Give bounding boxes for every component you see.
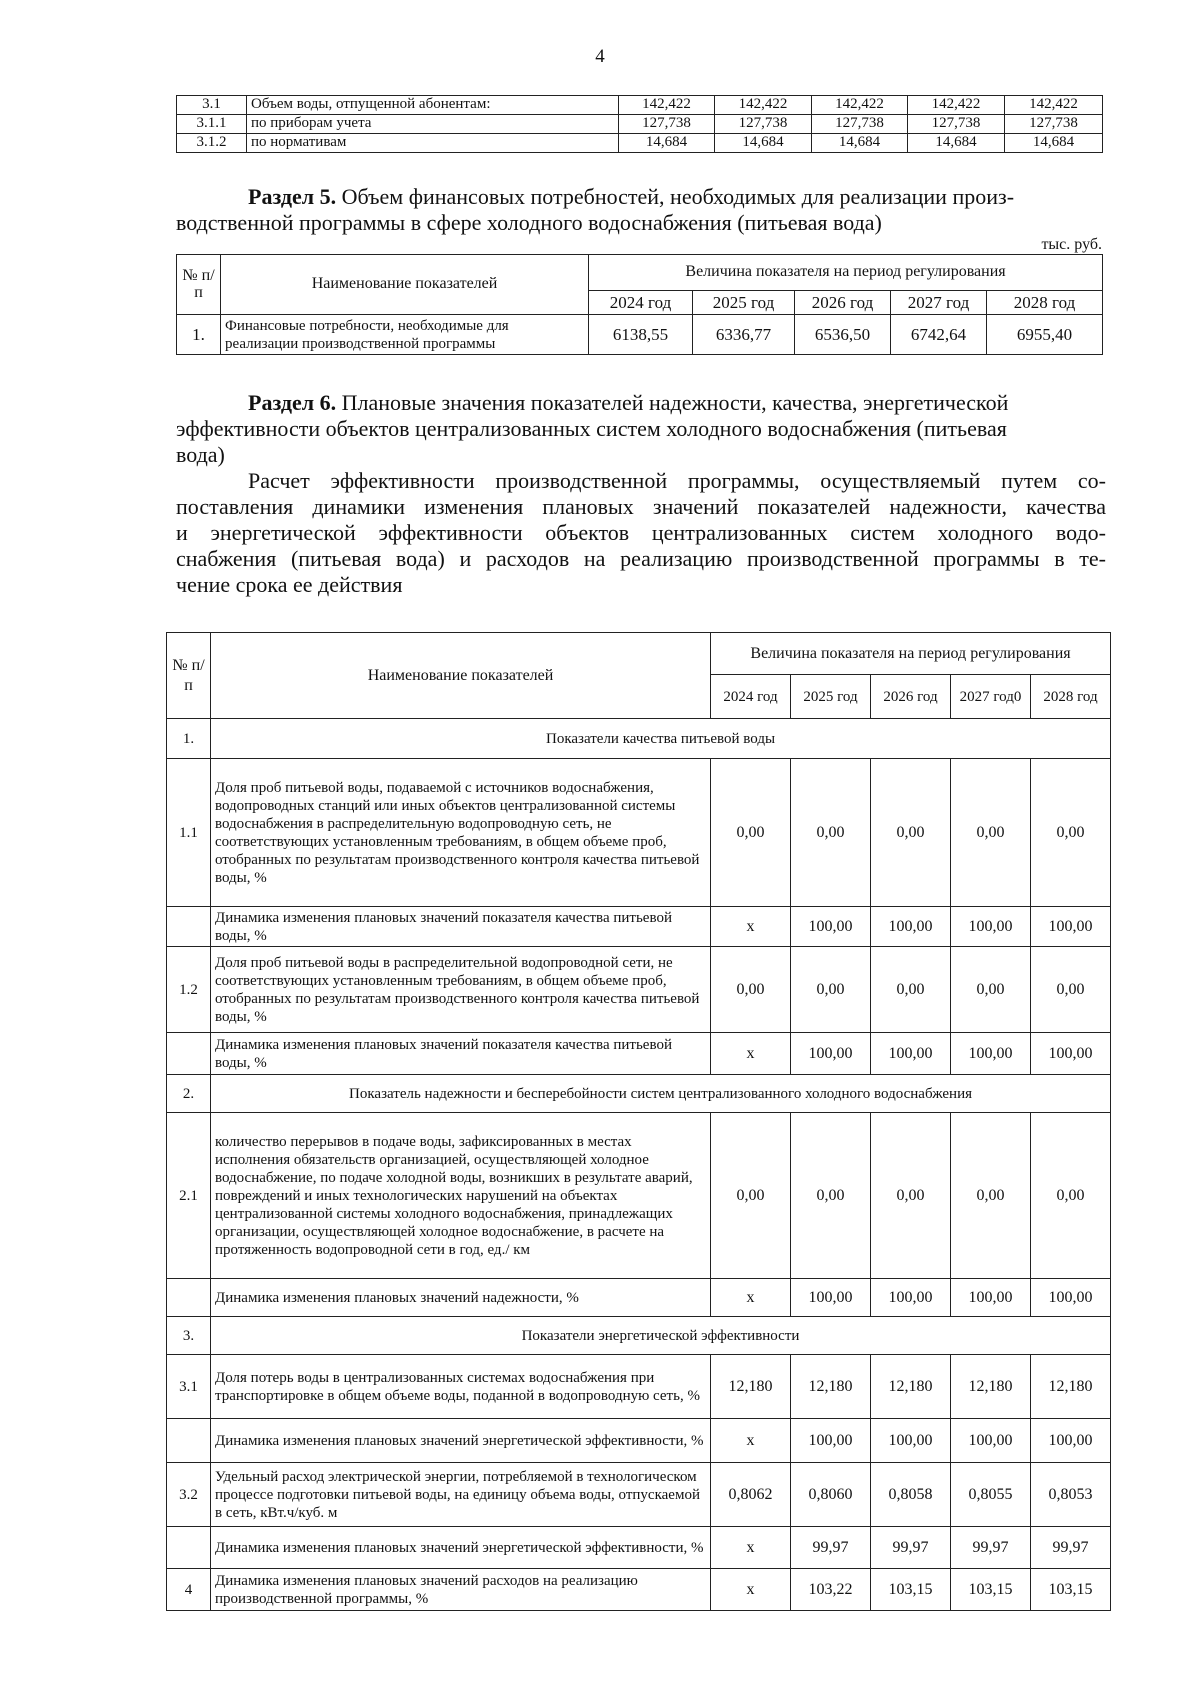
col-group-header: Величина показателя на период регулирования — [589, 255, 1103, 291]
section6-heading: Раздел 6. Плановые значения показателей надежности, качества, энергетической эффективности объектов централизованных систем холодного водоснабжения (питьевая вода) — [176, 390, 1009, 467]
table-row: 1. Показатели качества питьевой воды — [167, 719, 1111, 759]
col-group-header: Величина показателя на период регулирования — [711, 633, 1111, 675]
table-row: 3. Показатели энергетической эффективности — [167, 1317, 1111, 1355]
water-volume-table — [176, 95, 1103, 153]
col-name-header: Наименование показателей — [221, 255, 589, 315]
table-row: Динамика изменения плановых значений надежности, % x 100,00 100,00 100,00 100,00 — [167, 1279, 1111, 1317]
table-row: 3.1.1 по приборам учета 127,738 127,738 127,738 127,738 127,738 — [177, 115, 1103, 134]
table-row: 3.1 Доля потерь воды в централизованных системах водоснабжения при транспортировке в общем объеме воды, поданной в водопроводную сеть, % 12,180 12,180 12,180 12,180 12,180 — [167, 1355, 1111, 1419]
table-row: 1. Финансовые потребности, необходимые для реализации производственной программы 6138,55 6336,77 6536,50 6742,64 6955,40 — [177, 315, 1103, 355]
col-num-header: № п/ п — [167, 633, 211, 719]
financial-needs-table: № п/п Наименование показателей Величина показателя на период регулирования 2024 год 2025 год 2026 год 2027 год 2028 год 1. Финансовые потребности, необходимые для реализации производственной программы 6138,55 6336,77 6536,50 6742,64 6955,40 — [176, 254, 1103, 355]
col-name-header: Наименование показателей — [211, 633, 711, 719]
indicators-table: № п/ п Наименование показателей Величина показателя на период регулирования 2024 год 2025 год 2026 год 2027 год0 2028 год 1. Показатели качества питьевой воды 1.1 Доля проб питьевой воды, подаваемой с источников водоснабжения, водопроводных станций или иных объектов централизованной системы водоснабжения в распределительную водопроводную сеть, не соответствующих установленным требованиям, в общем объеме проб, отобранных по результатам производственного контроля качества питьевой воды, % 0,00 0,00 0,00 0,00 0,00 Динамика изменения плановых значений показателя качества питьевой воды, % x 100,00 100,00 100,00 100,00 1.2 Доля проб питьевой воды в распределительной водопроводной сети, не соответствующих установленным требованиям, в общем объеме проб, отобранных по результатам производственного контроля качества питьевой воды, % 0,00 0,00 0,00 0,00 0,00 Динамика изменения плановых значений показателя качества питьевой воды, % x 100,00 100,00 100,00 100,00 2. Показатель надежности и бесперебойности систем централизованного холодного водоснабжения 2.1 количество перерывов в подаче воды, зафиксированных в местах исполнения обязательств организацией, осуществляющей холодное водоснабжение, по подаче холодной воды, возникших в результате аварий, повреждений и иных технологических нарушений на объектах централизованной системы холодного водоснабжения, принадлежащих организации, осуществляющей холодное водоснабжение, в расчете на протяженность водопроводной сети в год, ед./ км 0,00 0,00 0,00 0,00 0,00 Динамика изменения плановых значений надежности, % x 100,00 100,00 100,00 100,00 3. Показатели энергетической эффективности 3.1 Доля потерь воды в централизованных системах водоснабжения при транспортировке в общем объеме воды, поданной в водопроводную сеть, % 12,180 12,180 12,180 12,180 12,180 Динамика изменения плановых значений энергетической эффективности, % x 100,00 100,00 100,00 100,00 3.2 Удельный расход электрической энергии, потребляемой в технологическом процессе подготовки питьевой воды, на единицу объема воды, отпускаемой в сеть, кВт.ч/куб. м 0,8062 0,8060 0,8058 0,8055 0,8053 Динамика изменения плановых значений энергетической эффективности, % x 99,97 99,97 99,97 99,97 4 Динамика изменения плановых значений расходов на реализацию производственной программы, % x 103,22 103,15 103,15 103,15 — [166, 632, 1111, 1611]
section6-paragraph: Расчет эффективности производственной программы, осуществляемый путем со- поставления динамики изменения плановых значений показателей надежности, качества и энергетической эффективности объектов централизованных систем холодного водо- снабжения (питьевая вода) и расходов на реализацию производственной программы в те- чение срока ее действия — [176, 468, 1106, 597]
table-row: Динамика изменения плановых значений энергетической эффективности, % x 100,00 100,00 100,00 100,00 — [167, 1419, 1111, 1463]
table-row: Динамика изменения плановых значений энергетической эффективности, % x 99,97 99,97 99,97 99,97 — [167, 1527, 1111, 1569]
table-row: 4 Динамика изменения плановых значений расходов на реализацию производственной программы, % x 103,22 103,15 103,15 103,15 — [167, 1569, 1111, 1611]
table-row: 3.1 Объем воды, отпущенной абонентам: 142,422 142,422 142,422 142,422 142,422 — [177, 96, 1103, 115]
table-row: Динамика изменения плановых значений показателя качества питьевой воды, % x 100,00 100,00 100,00 100,00 — [167, 907, 1111, 947]
table-row: 3.1.2 по нормативам 14,684 14,684 14,684 14,684 14,684 — [177, 134, 1103, 153]
col-num-header: № п/п — [177, 255, 221, 315]
table-row: 1.2 Доля проб питьевой воды в распределительной водопроводной сети, не соответствующих установленным требованиям, в общем объеме проб, отобранных по результатам производственного контроля качества питьевой воды, % 0,00 0,00 0,00 0,00 0,00 — [167, 947, 1111, 1033]
table-row: 3.2 Удельный расход электрической энергии, потребляемой в технологическом процессе подготовки питьевой воды, на единицу объема воды, отпускаемой в сеть, кВт.ч/куб. м 0,8062 0,8060 0,8058 0,8055 0,8053 — [167, 1463, 1111, 1527]
table-row: 1.1 Доля проб питьевой воды, подаваемой с источников водоснабжения, водопроводных станций или иных объектов централизованной системы водоснабжения в распределительную водопроводную сеть, не соответствующих установленным требованиям, в общем объеме проб, отобранных по результатам производственного контроля качества питьевой воды, % 0,00 0,00 0,00 0,00 0,00 — [167, 759, 1111, 907]
table-row: 2.1 количество перерывов в подаче воды, зафиксированных в местах исполнения обязательств организацией, осуществляющей холодное водоснабжение, по подаче холодной воды, возникших в результате аварий, повреждений и иных технологических нарушений на объектах централизованной системы холодного водоснабжения, принадлежащих организации, осуществляющей холодное водоснабжение, в расчете на протяженность водопроводной сети в год, ед./ км 0,00 0,00 0,00 0,00 0,00 — [167, 1113, 1111, 1279]
table-row: Динамика изменения плановых значений показателя качества питьевой воды, % x 100,00 100,00 100,00 100,00 — [167, 1033, 1111, 1075]
unit-label: тыс. руб. — [1041, 236, 1102, 253]
page-number: 4 — [595, 46, 605, 67]
section5-heading: Раздел 5. Объем финансовых потребностей, необходимых для реализации произ- водственной программы в сфере холодного водоснабжения (питьевая вода) — [176, 184, 1015, 235]
table-row: 2. Показатель надежности и бесперебойности систем централизованного холодного водоснабжения — [167, 1075, 1111, 1113]
